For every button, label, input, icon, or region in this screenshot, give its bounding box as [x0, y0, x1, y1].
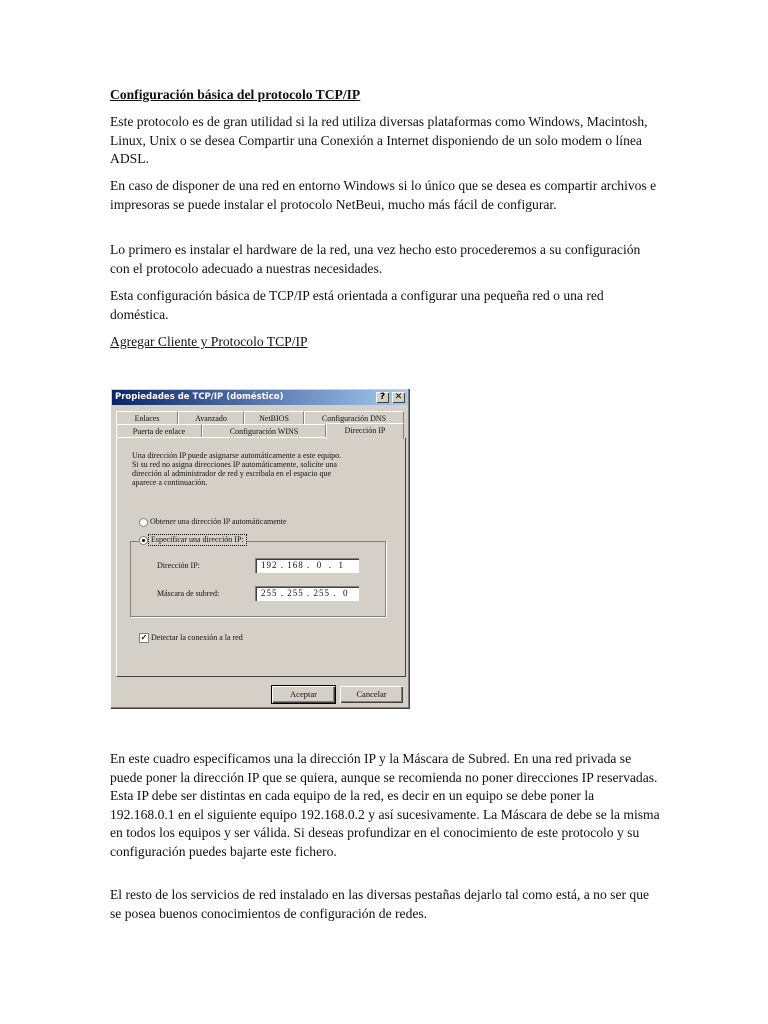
- tab-enlaces[interactable]: Enlaces: [116, 411, 178, 425]
- ip-address-label: Dirección IP:: [157, 561, 200, 570]
- detect-connection-label[interactable]: Detectar la conexión a la red: [151, 633, 243, 642]
- radio-auto-ip-label[interactable]: Obtener una dirección IP automáticamente: [150, 517, 287, 526]
- tab-avanzado[interactable]: Avanzado: [178, 411, 244, 425]
- paragraph-5: En este cuadro especificamos una la dirección IP y la Máscara de Subred. En una red privada se puede poner la dirección IP que se quiera, aunque se recomienda no poner direcciones IP reservadas. Esta IP debe ser distintas en cada equipo de la red, es decir en un equipo se debe poner la 192.168.0.1 en el siguiente equipo 192.168.0.2 y así sucesivamente. La Máscara de debe se la misma en todos los equipos y ser válida. Si deseas profundizar en el conocimiento de este protocolo y su configuración puedes bajarte este fichero.: [110, 751, 660, 859]
- paragraph-4: Esta configuración básica de TCP/IP está orientada a configurar una pequeña red o una red doméstica.: [110, 288, 604, 322]
- section-subtitle: Agregar Cliente y Protocolo TCP/IP: [110, 334, 308, 349]
- tab-configuracion-wins[interactable]: Configuración WINS: [202, 424, 326, 438]
- tab-panel-direccion-ip: [116, 437, 406, 677]
- dialog-titlebar: [112, 390, 408, 405]
- paragraph-2: En caso de disponer de una red en entorno Windows si lo único que se desea es compartir archivos e impresoras se puede instalar el protocolo NetBeui, mucho más fácil de configurar.: [110, 178, 657, 212]
- tab-direccion-ip[interactable]: Dirección IP: [326, 423, 404, 439]
- subnet-mask-field[interactable]: 255 . 255 . 255 . 0: [255, 586, 359, 601]
- close-button[interactable]: ✕: [392, 392, 405, 403]
- detect-connection-checkbox[interactable]: ✓: [140, 633, 148, 642]
- description-line-2: Si su red no asigna direcciones IP automáticamente, solicite una: [132, 460, 337, 469]
- dialog-title: Propiedades de TCP/IP (doméstico): [115, 392, 284, 402]
- ok-button[interactable]: Aceptar: [272, 686, 335, 703]
- description-line-4: aparece a continuación.: [132, 478, 208, 487]
- tab-configuracion-dns[interactable]: Configuración DNS: [304, 411, 404, 425]
- tab-netbios[interactable]: NetBIOS: [244, 411, 304, 425]
- paragraph-1: Este protocolo es de gran utilidad si la red utiliza diversas plataformas como Windows, Macintosh, Linux, Unix o se desea Compartir una Conexión a Internet disponiendo de un solo modem o línea ADSL.: [110, 114, 648, 166]
- document-title: Configuración básica del protocolo TCP/IP: [110, 87, 361, 102]
- description-line-3: dirección al administrador de red y escríbala en el espacio que: [132, 469, 332, 478]
- radio-auto-ip[interactable]: [139, 518, 148, 527]
- paragraph-3: Lo primero es instalar el hardware de la red, una vez hecho esto procederemos a su configuración con el protocolo adecuado a nuestras necesidades.: [110, 242, 641, 276]
- description-line-1: Una dirección IP puede asignarse automáticamente a este equipo.: [132, 451, 342, 460]
- ip-address-field[interactable]: 192 . 168 . 0 . 1: [255, 558, 359, 573]
- paragraph-6: El resto de los servicios de red instalado en las diversas pestañas dejarlo tal como está, a no ser que se posea buenos conocimientos de configuración de redes.: [110, 887, 650, 921]
- radio-manual-ip[interactable]: [139, 536, 148, 545]
- tab-puerta-de-enlace[interactable]: Puerta de enlace: [116, 424, 202, 438]
- manual-ip-groupbox: [130, 541, 386, 617]
- subnet-mask-label: Máscara de subred:: [157, 589, 220, 598]
- cancel-button[interactable]: Cancelar: [340, 686, 403, 703]
- help-button[interactable]: ?: [376, 392, 389, 403]
- radio-manual-ip-label[interactable]: Especificar una dirección IP:: [151, 535, 244, 544]
